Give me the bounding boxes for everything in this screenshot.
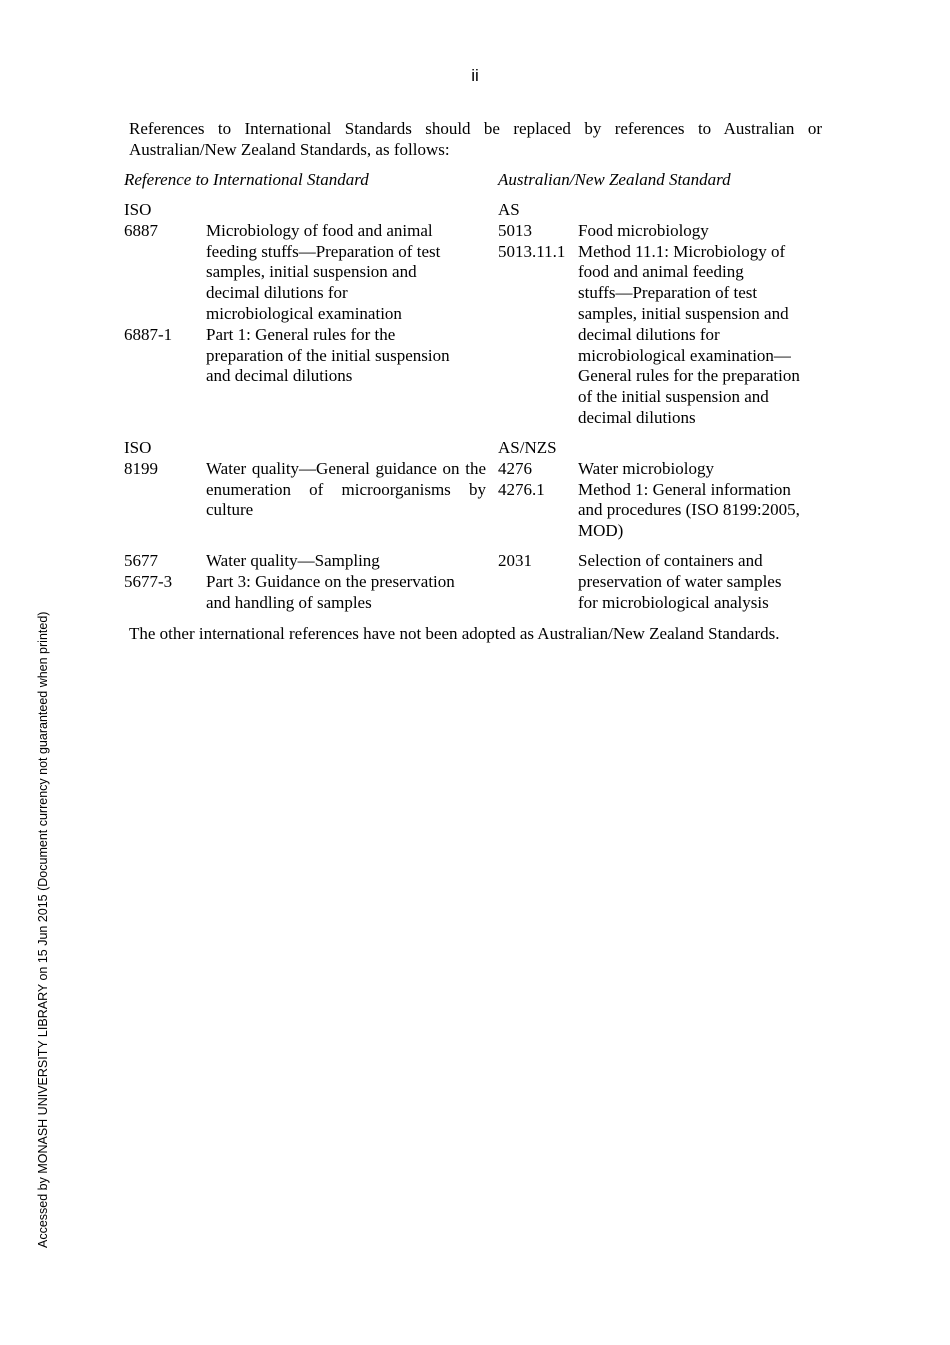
group-2-as-titles: Water microbiology Method 1: General information and procedures (ISO 8199:2005, MOD) (578, 458, 800, 541)
outro-paragraph: The other international references have not been adopted as Australian/New Zealand Standards. (129, 624, 780, 643)
group-1-as-codes: AS 5013 5013.11.1 (498, 200, 566, 261)
header-international-standard: Reference to International Standard (124, 170, 369, 189)
intro-paragraph: References to International Standards should be replaced by references to Australian or Australian/New Zealand Standards, as follows: (129, 119, 822, 159)
group-2-intl-titles: Water quality—General guidance on the enumeration of microorganisms by culture (206, 458, 486, 520)
header-australian-standard: Australian/New Zealand Standard (498, 170, 731, 189)
group-3-as-titles: Selection of containers and preservation of water samples for microbiological analysis (578, 551, 782, 612)
group-1-as-titles: Food microbiology Method 11.1: Microbiology of food and animal feeding stuffs—Preparation of test samples, initial suspension and decimal dilutions for microbiological examination— General rules for the preparation of the initial suspension and decimal dilutions (578, 220, 800, 427)
group-1-intl-codes: ISO 6887 6887-1 (124, 200, 173, 344)
group-3-intl-titles: Water quality—Sampling Part 3: Guidance on the preservation and handling of samples (206, 551, 455, 612)
group-2-intl-codes: ISO 8199 (124, 438, 158, 478)
page-number: ii (471, 66, 479, 85)
group-3-intl-codes: 5677 5677-3 (124, 551, 173, 591)
access-watermark: Accessed by MONASH UNIVERSITY LIBRARY on 15 Jun 2015 (Document currency not guaranteed when printed) (36, 611, 50, 1248)
group-1-intl-titles: Microbiology of food and animal feeding stuffs—Preparation of test samples, initial suspension and decimal dilutions for microbiological examination Part 1: General rules for the preparation of the initial suspension and decimal dilutions (206, 220, 450, 386)
group-2-as-codes: AS/NZS 4276 4276.1 (498, 438, 557, 499)
group-3-as-codes: 2031 (498, 551, 532, 570)
